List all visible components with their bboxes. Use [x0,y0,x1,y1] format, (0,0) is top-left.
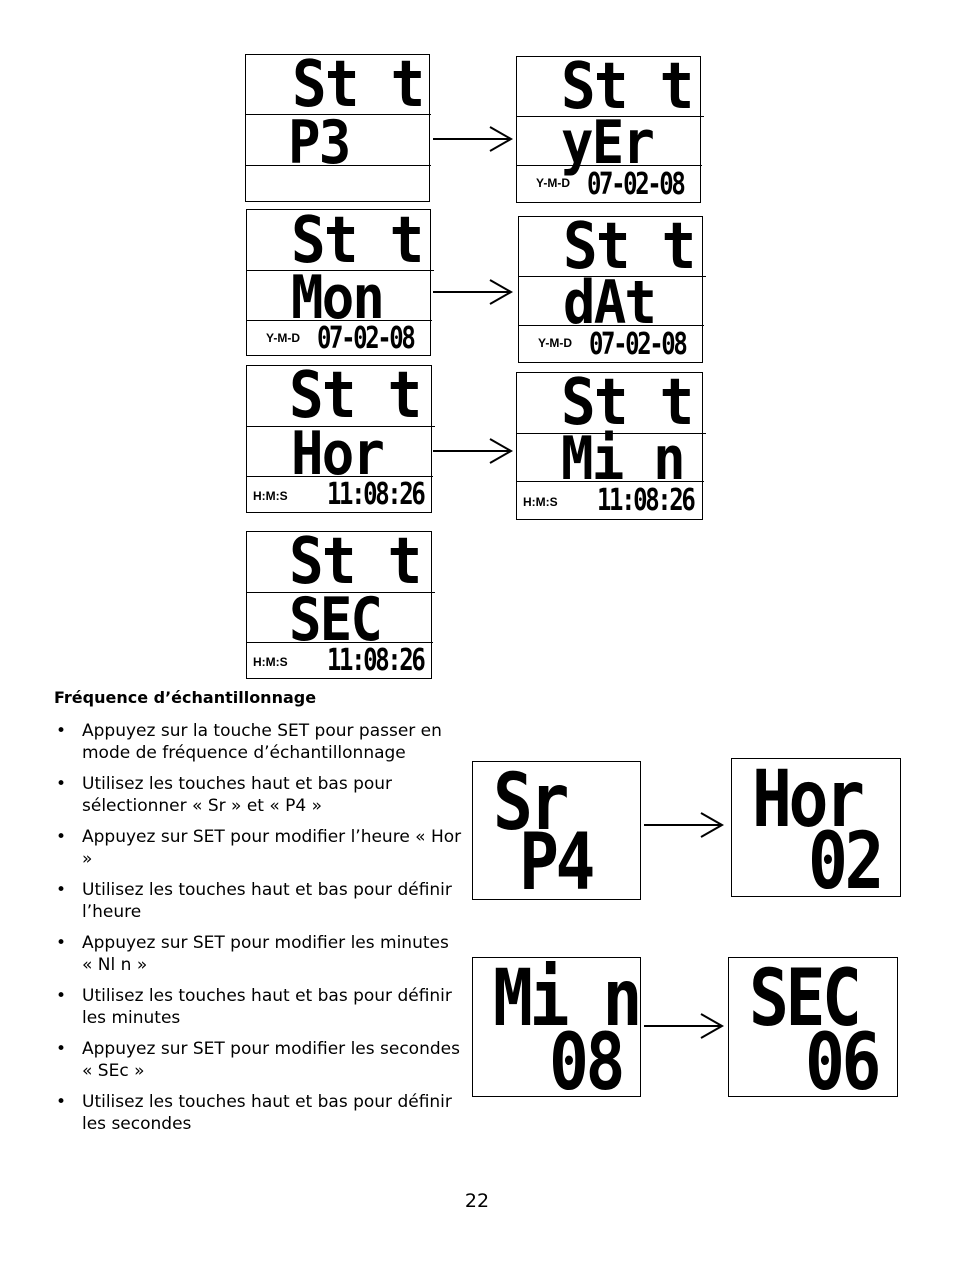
lcd-display-p3 [245,48,430,202]
lcd-line1: St t [291,204,423,278]
large-display-top: Mi n [493,954,640,1044]
list-item: • Appuyez sur SET pour modifier les minutes « Nl n » [54,932,464,976]
page-number: 22 [464,1190,490,1212]
lcd-value: 11:08:26 [327,477,424,512]
lcd-unit-label: Y-M-D [538,336,572,350]
lcd-unit-label: Y-M-D [266,331,300,345]
large-display-top: Hor [752,755,862,845]
large-display-top: SEC [749,954,859,1044]
large-display-bottom: 02 [808,817,882,907]
lcd-display-year [516,50,701,203]
lcd-display-month [246,204,431,356]
large-display-bottom: 06 [805,1018,879,1108]
list-item: • Appuyez sur SET pour modifier l’heure « Hor » [54,826,464,870]
list-item: • Appuyez sur SET pour modifier les secondes « SEc » [54,1038,464,1082]
lcd-line1: St t [292,48,424,122]
lcd-line1: St t [563,210,695,284]
instruction-list [54,720,464,1144]
lcd-line2: Hor [291,419,384,489]
lcd-unit-label: H:M:S [253,655,288,669]
large-display-top: Sr [493,758,567,848]
lcd-value: 07-02-08 [317,321,414,356]
list-item: • Utilisez les touches haut et bas pour définir les secondes [54,1091,464,1135]
large-display-sr [472,758,641,908]
lcd-unit-label: H:M:S [253,489,288,503]
lcd-display-hour [246,359,432,513]
list-item: • Appuyez sur la touche SET pour passer en mode de fréquence d’échantillonnage [54,720,464,764]
right-arrow-icon [643,1012,725,1042]
lcd-line1: St t [561,50,693,124]
lcd-value: 07-02-08 [589,327,686,362]
right-arrow-icon [432,437,514,467]
large-display-min [472,954,641,1108]
lcd-display-second [246,525,432,679]
list-item: • Utilisez les touches haut et bas pour sélectionner « Sr » et « P4 » [54,773,464,817]
lcd-value: 11:08:26 [597,483,694,518]
large-display-hor [731,755,901,907]
right-arrow-icon [643,811,725,841]
large-display-bottom: 08 [549,1018,623,1108]
right-arrow-icon [432,125,514,155]
lcd-line1: St t [289,359,421,433]
lcd-line1: St t [561,366,693,440]
lcd-unit-label: Y-M-D [536,176,570,190]
right-arrow-icon [432,278,514,308]
list-item: • Utilisez les touches haut et bas pour définir l’heure [54,879,464,923]
lcd-line2: P3 [288,108,350,178]
list-item: • Utilisez les touches haut et bas pour définir les minutes [54,985,464,1029]
lcd-display-minute [516,366,703,520]
lcd-line2: yEr [561,108,654,178]
lcd-unit-label: H:M:S [523,495,558,509]
lcd-line2: SEC [289,585,382,655]
lcd-line2: Mon [291,263,384,333]
section-heading: Fréquence d’échantillonnage [54,688,317,707]
lcd-value: 07-02-08 [587,167,684,202]
large-display-sec [728,954,898,1108]
large-display-bottom: P4 [519,818,593,908]
lcd-line2: Mi n [561,424,684,494]
lcd-display-date [518,210,703,363]
lcd-line1: St t [289,525,421,599]
lcd-value: 11:08:26 [327,643,424,678]
lcd-line2: dAt [563,268,656,338]
